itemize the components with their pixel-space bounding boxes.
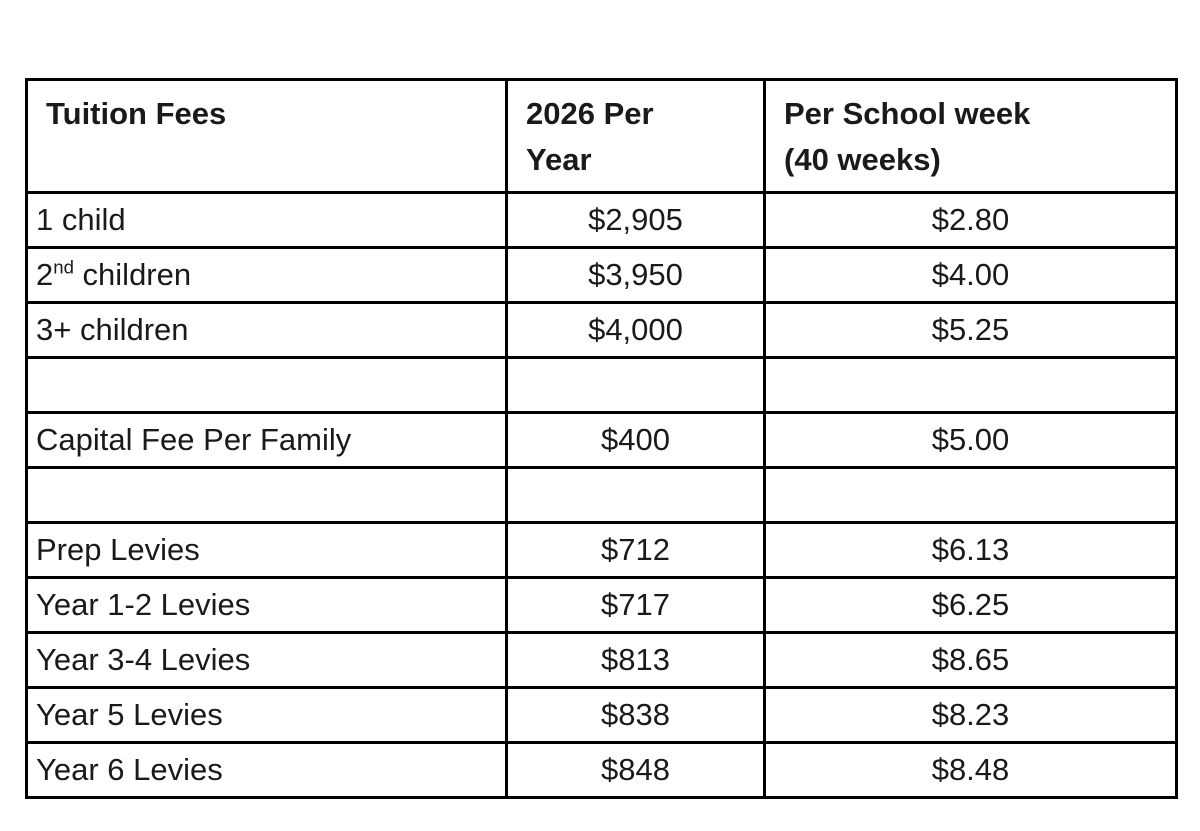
fee-label-cell [27, 357, 507, 412]
fee-label-cell: 3+ children [27, 302, 507, 357]
per-year-value-cell: $4,000 [507, 302, 765, 357]
table-row-spacer [27, 357, 1177, 412]
fee-label-cell [27, 467, 507, 522]
table-row [27, 302, 1177, 357]
fee-label-cell: 2nd children [27, 247, 507, 302]
table-row [27, 632, 1177, 687]
table-row-spacer [27, 467, 1177, 522]
per-year-value-cell: $712 [507, 522, 765, 577]
column-header-2026-per-year: 2026 Per Year [507, 80, 765, 193]
table-header [27, 80, 1177, 193]
ordinal-superscript: nd [53, 256, 74, 278]
per-year-value-cell: $3,950 [507, 247, 765, 302]
table-row [27, 742, 1177, 797]
per-week-value-cell: $4.00 [765, 247, 1177, 302]
table-row [27, 687, 1177, 742]
per-week-value-cell: $8.48 [765, 742, 1177, 797]
per-week-value-cell: $5.00 [765, 412, 1177, 467]
tuition-fees-table-container [25, 78, 1178, 799]
fee-label-cell: Year 3-4 Levies [27, 632, 507, 687]
per-year-value-cell: $848 [507, 742, 765, 797]
per-year-value-cell: $2,905 [507, 192, 765, 247]
fee-label-cell: 1 child [27, 192, 507, 247]
per-year-value-cell: $838 [507, 687, 765, 742]
table-row [27, 522, 1177, 577]
fee-label-cell: Prep Levies [27, 522, 507, 577]
per-week-value-cell: $8.23 [765, 687, 1177, 742]
per-week-value-cell [765, 467, 1177, 522]
fee-label-cell: Year 1-2 Levies [27, 577, 507, 632]
per-year-value-cell: $400 [507, 412, 765, 467]
column-header-per-school-week: Per School week (40 weeks) [765, 80, 1177, 193]
fee-label-cell: Capital Fee Per Family [27, 412, 507, 467]
per-week-value-cell: $6.25 [765, 577, 1177, 632]
per-week-value-cell [765, 357, 1177, 412]
per-week-value-cell: $8.65 [765, 632, 1177, 687]
per-year-value-cell: $717 [507, 577, 765, 632]
per-year-value-cell: $813 [507, 632, 765, 687]
table-row [27, 192, 1177, 247]
table-row [27, 247, 1177, 302]
per-year-value-cell [507, 357, 765, 412]
column-header-tuition-fees: Tuition Fees [27, 80, 507, 193]
table-body [27, 192, 1177, 797]
per-week-value-cell: $5.25 [765, 302, 1177, 357]
fee-label-cell: Year 5 Levies [27, 687, 507, 742]
header-row [27, 80, 1177, 193]
table-row [27, 412, 1177, 467]
per-week-value-cell: $6.13 [765, 522, 1177, 577]
per-year-value-cell [507, 467, 765, 522]
table-row [27, 577, 1177, 632]
per-week-value-cell: $2.80 [765, 192, 1177, 247]
tuition-fees-table [25, 78, 1178, 799]
fee-label-cell: Year 6 Levies [27, 742, 507, 797]
